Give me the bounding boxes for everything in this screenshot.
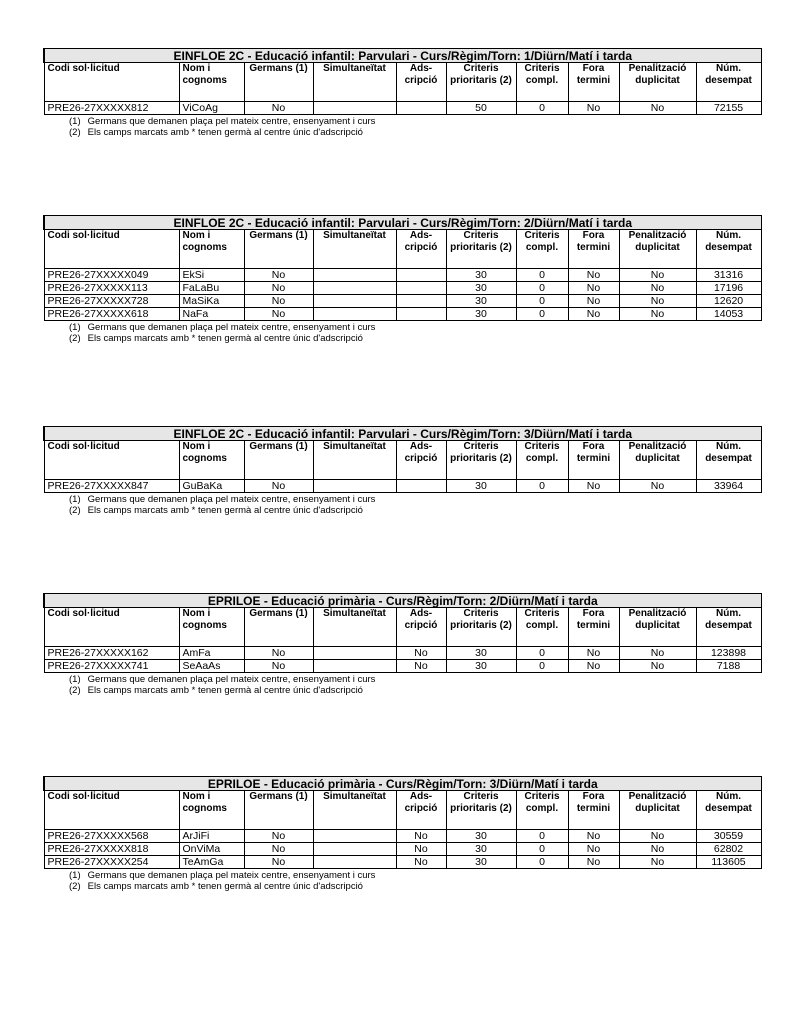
cell-num-desempat: 113605 (696, 856, 761, 869)
cell-criteris-prioritaris: 30 (446, 647, 516, 660)
footnote-text: Germans que demanen plaça pel mateix centre, ensenyament i curs (87, 494, 376, 505)
footnote-text: Germans que demanen plaça pel mateix centre, ensenyament i curs (87, 870, 376, 881)
cell-nom-cognoms: EkSi (179, 269, 244, 282)
footnotes (43, 322, 760, 344)
cell-codi-sollicitud: PRE26-27XXXXX741 (44, 660, 179, 673)
footnote (69, 116, 760, 127)
header-criteris-prioritaris: Criteris prioritaris (2) (446, 63, 516, 102)
cell-codi-sollicitud: PRE26-27XXXXX847 (44, 480, 179, 493)
footnote-number: (1) (69, 322, 81, 333)
cell-fora-termini: No (568, 282, 619, 295)
header-criteris-compl: Criteris compl. (516, 230, 568, 269)
footnote-text: Els camps marcats amb * tenen germà al centre únic d'adscripció (87, 127, 363, 138)
cell-germans: No (244, 480, 313, 493)
footnote (69, 685, 760, 696)
cell-penalitzacio-duplicitat: No (619, 647, 696, 660)
cell-nom-cognoms: OnViMa (179, 843, 244, 856)
cell-nom-cognoms: FaLaBu (179, 282, 244, 295)
cell-simultaneitat (313, 308, 396, 321)
table-row (44, 647, 761, 660)
cell-codi-sollicitud: PRE26-27XXXXX113 (44, 282, 179, 295)
cell-simultaneitat (313, 843, 396, 856)
cell-criteris-compl: 0 (516, 830, 568, 843)
cell-nom-cognoms: SeAaAs (179, 660, 244, 673)
section-title: EPRILOE - Educació primària - Curs/Règim/Torn: 2/Diürn/Matí i tarda (44, 594, 761, 608)
cell-nom-cognoms: AmFa (179, 647, 244, 660)
header-fora-termini: Fora termini (568, 791, 619, 830)
header-nom-cognoms: Nom i cognoms (179, 441, 244, 480)
cell-adscripcio (396, 282, 446, 295)
allocation-table (43, 48, 762, 115)
cell-fora-termini: No (568, 269, 619, 282)
header-simultaneitat: Simultaneïtat (313, 230, 396, 269)
cell-num-desempat: 31316 (696, 269, 761, 282)
cell-codi-sollicitud: PRE26-27XXXXX049 (44, 269, 179, 282)
header-germans: Germans (1) (244, 791, 313, 830)
header-nom-cognoms: Nom i cognoms (179, 608, 244, 647)
footnote-number: (2) (69, 333, 81, 344)
cell-penalitzacio-duplicitat: No (619, 856, 696, 869)
footnote-number: (1) (69, 870, 81, 881)
header-penalitzacio-duplicitat: Penalització duplicitat (619, 791, 696, 830)
header-criteris-prioritaris: Criteris prioritaris (2) (446, 608, 516, 647)
allocation-section (43, 776, 760, 892)
cell-criteris-prioritaris: 30 (446, 295, 516, 308)
cell-criteris-compl: 0 (516, 102, 568, 115)
cell-nom-cognoms: ViCoAg (179, 102, 244, 115)
footnote-text: Germans que demanen plaça pel mateix centre, ensenyament i curs (87, 116, 376, 127)
header-criteris-compl: Criteris compl. (516, 608, 568, 647)
table-row (44, 480, 761, 493)
cell-simultaneitat (313, 295, 396, 308)
header-criteris-prioritaris: Criteris prioritaris (2) (446, 441, 516, 480)
cell-codi-sollicitud: PRE26-27XXXXX818 (44, 843, 179, 856)
header-nom-cognoms: Nom i cognoms (179, 230, 244, 269)
cell-fora-termini: No (568, 480, 619, 493)
cell-simultaneitat (313, 480, 396, 493)
cell-num-desempat: 12620 (696, 295, 761, 308)
footnote-number: (2) (69, 881, 81, 892)
cell-criteris-compl: 0 (516, 282, 568, 295)
header-fora-termini: Fora termini (568, 608, 619, 647)
header-germans: Germans (1) (244, 441, 313, 480)
cell-fora-termini: No (568, 647, 619, 660)
header-num-desempat: Núm. desempat (696, 230, 761, 269)
header-nom-cognoms: Nom i cognoms (179, 791, 244, 830)
cell-criteris-compl: 0 (516, 843, 568, 856)
header-penalitzacio-duplicitat: Penalització duplicitat (619, 608, 696, 647)
footnote (69, 322, 760, 333)
cell-criteris-compl: 0 (516, 308, 568, 321)
section-title: EINFLOE 2C - Educació infantil: Parvulari - Curs/Règim/Torn: 1/Diürn/Matí i tarda (44, 49, 761, 63)
cell-criteris-prioritaris: 30 (446, 269, 516, 282)
cell-penalitzacio-duplicitat: No (619, 269, 696, 282)
cell-adscripcio (396, 269, 446, 282)
cell-simultaneitat (313, 856, 396, 869)
header-penalitzacio-duplicitat: Penalització duplicitat (619, 63, 696, 102)
header-criteris-compl: Criteris compl. (516, 441, 568, 480)
table-row (44, 295, 761, 308)
header-fora-termini: Fora termini (568, 230, 619, 269)
section-title: EPRILOE - Educació primària - Curs/Règim/Torn: 3/Diürn/Matí i tarda (44, 777, 761, 791)
table-row (44, 282, 761, 295)
cell-criteris-prioritaris: 30 (446, 660, 516, 673)
footnote-text: Els camps marcats amb * tenen germà al centre únic d'adscripció (87, 505, 363, 516)
cell-penalitzacio-duplicitat: No (619, 830, 696, 843)
cell-codi-sollicitud: PRE26-27XXXXX728 (44, 295, 179, 308)
footnote (69, 881, 760, 892)
cell-adscripcio: No (396, 660, 446, 673)
footnote-number: (1) (69, 494, 81, 505)
cell-nom-cognoms: MaSiKa (179, 295, 244, 308)
allocation-section (43, 48, 760, 138)
footnote (69, 127, 760, 138)
cell-adscripcio (396, 480, 446, 493)
header-codi-sollicitud: Codi sol·licitud (44, 63, 179, 102)
table-row (44, 308, 761, 321)
footnote (69, 674, 760, 685)
section-title: EINFLOE 2C - Educació infantil: Parvulari - Curs/Règim/Torn: 3/Diürn/Matí i tarda (44, 427, 761, 441)
allocation-table (43, 426, 762, 493)
footnotes (43, 116, 760, 138)
cell-germans: No (244, 269, 313, 282)
allocation-table (43, 593, 762, 673)
footnote-text: Els camps marcats amb * tenen germà al centre únic d'adscripció (87, 333, 363, 344)
header-num-desempat: Núm. desempat (696, 441, 761, 480)
cell-num-desempat: 14053 (696, 308, 761, 321)
header-codi-sollicitud: Codi sol·licitud (44, 441, 179, 480)
header-simultaneitat: Simultaneïtat (313, 441, 396, 480)
cell-num-desempat: 7188 (696, 660, 761, 673)
cell-codi-sollicitud: PRE26-27XXXXX618 (44, 308, 179, 321)
cell-germans: No (244, 830, 313, 843)
footnote-text: Els camps marcats amb * tenen germà al centre únic d'adscripció (87, 685, 363, 696)
cell-nom-cognoms: ArJiFi (179, 830, 244, 843)
cell-penalitzacio-duplicitat: No (619, 843, 696, 856)
allocation-section (43, 593, 760, 696)
cell-fora-termini: No (568, 830, 619, 843)
cell-fora-termini: No (568, 308, 619, 321)
header-codi-sollicitud: Codi sol·licitud (44, 608, 179, 647)
section-title: EINFLOE 2C - Educació infantil: Parvulari - Curs/Règim/Torn: 2/Diürn/Matí i tarda (44, 216, 761, 230)
cell-simultaneitat (313, 269, 396, 282)
cell-germans: No (244, 295, 313, 308)
header-nom-cognoms: Nom i cognoms (179, 63, 244, 102)
cell-adscripcio: No (396, 647, 446, 660)
footnote-number: (2) (69, 505, 81, 516)
cell-adscripcio: No (396, 856, 446, 869)
header-criteris-compl: Criteris compl. (516, 791, 568, 830)
footnote-number: (1) (69, 116, 81, 127)
cell-criteris-prioritaris: 30 (446, 843, 516, 856)
header-adscripcio: Ads-cripció (396, 63, 446, 102)
cell-fora-termini: No (568, 856, 619, 869)
header-adscripcio: Ads-cripció (396, 791, 446, 830)
cell-germans: No (244, 282, 313, 295)
cell-criteris-prioritaris: 30 (446, 308, 516, 321)
cell-germans: No (244, 856, 313, 869)
cell-num-desempat: 17196 (696, 282, 761, 295)
footnote (69, 870, 760, 881)
header-fora-termini: Fora termini (568, 63, 619, 102)
header-codi-sollicitud: Codi sol·licitud (44, 230, 179, 269)
cell-fora-termini: No (568, 102, 619, 115)
footnote-text: Germans que demanen plaça pel mateix centre, ensenyament i curs (87, 674, 376, 685)
table-row (44, 102, 761, 115)
header-adscripcio: Ads-cripció (396, 230, 446, 269)
cell-penalitzacio-duplicitat: No (619, 308, 696, 321)
footnote (69, 505, 760, 516)
cell-num-desempat: 123898 (696, 647, 761, 660)
footnotes (43, 870, 760, 892)
cell-codi-sollicitud: PRE26-27XXXXX254 (44, 856, 179, 869)
header-num-desempat: Núm. desempat (696, 791, 761, 830)
cell-simultaneitat (313, 830, 396, 843)
cell-num-desempat: 62802 (696, 843, 761, 856)
cell-criteris-prioritaris: 30 (446, 282, 516, 295)
allocation-table (43, 215, 762, 321)
cell-nom-cognoms: TeAmGa (179, 856, 244, 869)
cell-fora-termini: No (568, 660, 619, 673)
header-criteris-prioritaris: Criteris prioritaris (2) (446, 230, 516, 269)
header-simultaneitat: Simultaneïtat (313, 63, 396, 102)
cell-adscripcio: No (396, 843, 446, 856)
cell-penalitzacio-duplicitat: No (619, 102, 696, 115)
header-simultaneitat: Simultaneïtat (313, 791, 396, 830)
header-fora-termini: Fora termini (568, 441, 619, 480)
cell-criteris-compl: 0 (516, 480, 568, 493)
header-penalitzacio-duplicitat: Penalització duplicitat (619, 230, 696, 269)
table-row (44, 830, 761, 843)
cell-penalitzacio-duplicitat: No (619, 660, 696, 673)
cell-criteris-compl: 0 (516, 647, 568, 660)
cell-criteris-compl: 0 (516, 295, 568, 308)
cell-germans: No (244, 102, 313, 115)
header-criteris-prioritaris: Criteris prioritaris (2) (446, 791, 516, 830)
cell-simultaneitat (313, 282, 396, 295)
cell-nom-cognoms: NaFa (179, 308, 244, 321)
allocation-section (43, 426, 760, 516)
cell-germans: No (244, 660, 313, 673)
cell-criteris-compl: 0 (516, 660, 568, 673)
header-num-desempat: Núm. desempat (696, 63, 761, 102)
cell-codi-sollicitud: PRE26-27XXXXX568 (44, 830, 179, 843)
footnotes (43, 494, 760, 516)
cell-codi-sollicitud: PRE26-27XXXXX162 (44, 647, 179, 660)
cell-codi-sollicitud: PRE26-27XXXXX812 (44, 102, 179, 115)
header-adscripcio: Ads-cripció (396, 441, 446, 480)
footnote-number: (2) (69, 685, 81, 696)
cell-penalitzacio-duplicitat: No (619, 282, 696, 295)
header-germans: Germans (1) (244, 63, 313, 102)
cell-num-desempat: 30559 (696, 830, 761, 843)
cell-criteris-prioritaris: 30 (446, 830, 516, 843)
footnotes (43, 674, 760, 696)
cell-fora-termini: No (568, 295, 619, 308)
cell-criteris-prioritaris: 50 (446, 102, 516, 115)
table-row (44, 856, 761, 869)
header-germans: Germans (1) (244, 608, 313, 647)
footnote-number: (1) (69, 674, 81, 685)
header-criteris-compl: Criteris compl. (516, 63, 568, 102)
footnote-text: Germans que demanen plaça pel mateix centre, ensenyament i curs (87, 322, 376, 333)
cell-simultaneitat (313, 660, 396, 673)
cell-germans: No (244, 308, 313, 321)
cell-simultaneitat (313, 647, 396, 660)
cell-nom-cognoms: GuBaKa (179, 480, 244, 493)
cell-fora-termini: No (568, 843, 619, 856)
table-row (44, 660, 761, 673)
header-germans: Germans (1) (244, 230, 313, 269)
table-row (44, 843, 761, 856)
allocation-table (43, 776, 762, 869)
cell-adscripcio: No (396, 830, 446, 843)
cell-criteris-prioritaris: 30 (446, 480, 516, 493)
cell-criteris-compl: 0 (516, 856, 568, 869)
cell-criteris-compl: 0 (516, 269, 568, 282)
cell-adscripcio (396, 295, 446, 308)
cell-germans: No (244, 843, 313, 856)
header-codi-sollicitud: Codi sol·licitud (44, 791, 179, 830)
cell-criteris-prioritaris: 30 (446, 856, 516, 869)
header-num-desempat: Núm. desempat (696, 608, 761, 647)
footnote (69, 333, 760, 344)
header-penalitzacio-duplicitat: Penalització duplicitat (619, 441, 696, 480)
header-simultaneitat: Simultaneïtat (313, 608, 396, 647)
cell-num-desempat: 72155 (696, 102, 761, 115)
cell-penalitzacio-duplicitat: No (619, 295, 696, 308)
cell-penalitzacio-duplicitat: No (619, 480, 696, 493)
cell-adscripcio (396, 102, 446, 115)
table-row (44, 269, 761, 282)
cell-simultaneitat (313, 102, 396, 115)
cell-num-desempat: 33964 (696, 480, 761, 493)
footnote-number: (2) (69, 127, 81, 138)
cell-adscripcio (396, 308, 446, 321)
footnote (69, 494, 760, 505)
allocation-section (43, 215, 760, 344)
header-adscripcio: Ads-cripció (396, 608, 446, 647)
cell-germans: No (244, 647, 313, 660)
footnote-text: Els camps marcats amb * tenen germà al centre únic d'adscripció (87, 881, 363, 892)
